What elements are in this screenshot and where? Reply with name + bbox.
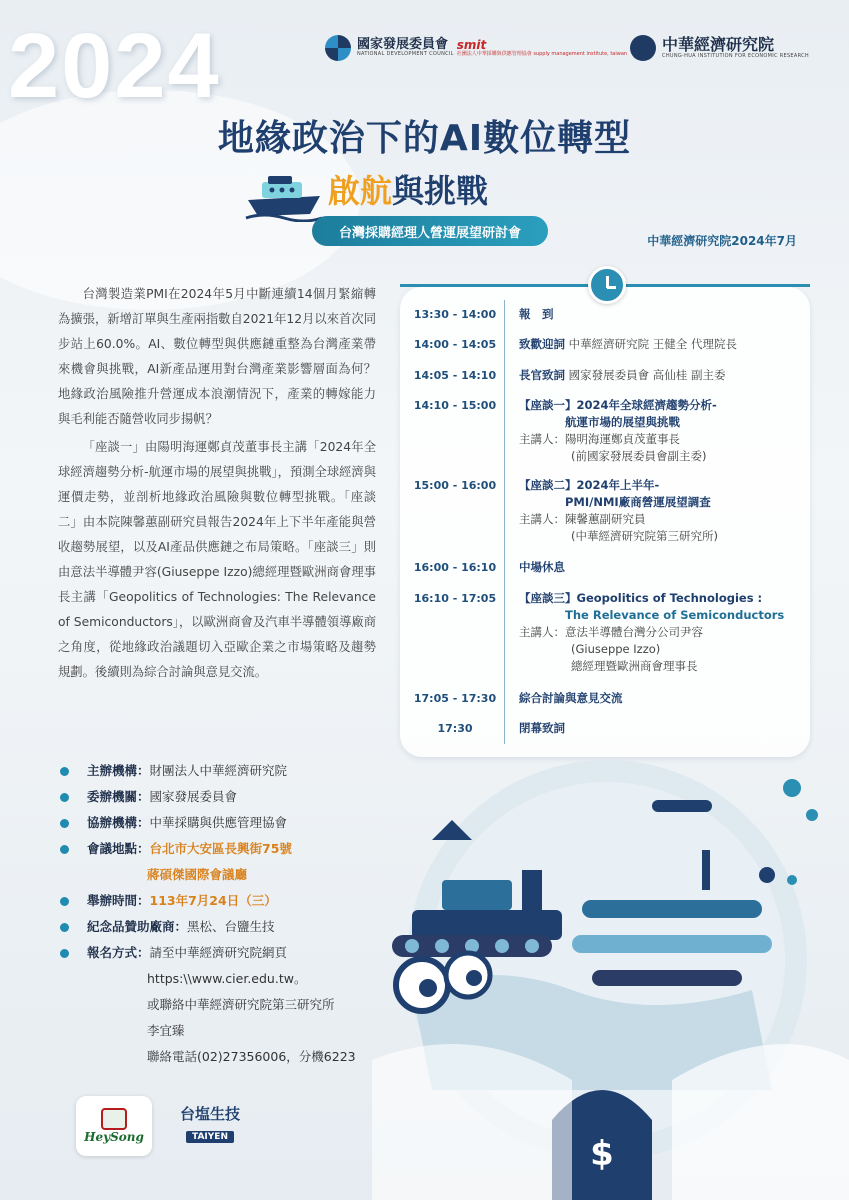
schedule-speaker: 主講人：意法半導體台灣分公司尹容 bbox=[519, 625, 703, 639]
intro-paragraph-1: 台灣製造業PMI在2024年5月中斷連續14個月緊縮轉為擴張，新增訂單與生產兩指數自2021年12月以來首次同步站上60.0%。AI、數位轉型與供應鏈重整為台灣產業帶來機會與挑戰，AI新產品運用對台灣產業影響層面為何？地緣政治風險推升營運成本浪潮情況下，產業的轉嫁能力與毛利能否隨營收同步揚帆？ bbox=[58, 287, 376, 426]
schedule-time: 14:00 - 14:05 bbox=[413, 338, 497, 351]
info-registration bbox=[60, 940, 420, 966]
schedule-title: 【座談二】2024年上半年- bbox=[519, 478, 660, 492]
schedule-title: 【座談三】Geopolitics of Technologies : bbox=[519, 591, 763, 605]
info-label: 紀念品贊助廠商： bbox=[87, 919, 188, 934]
schedule-title: 長官致詞 bbox=[519, 368, 565, 382]
schedule-title: 致歡迎詞 bbox=[519, 337, 565, 351]
registration-contact: 或聯絡中華經濟研究院第三研究所 bbox=[147, 997, 335, 1012]
ndc-english: NATIONAL DEVELOPMENT COUNCIL bbox=[357, 51, 454, 58]
schedule-time: 16:10 - 17:05 bbox=[413, 592, 497, 605]
background-year: 2024 bbox=[8, 15, 221, 117]
schedule-title: 閉幕致詞 bbox=[519, 721, 565, 735]
schedule-detail: 國家發展委員會 高仙桂 副主委 bbox=[568, 368, 726, 382]
info-gift bbox=[60, 914, 420, 940]
info-label: 報名方式： bbox=[87, 945, 150, 960]
schedule-speaker: 主講人：陽明海運鄭貞茂董事長 bbox=[519, 432, 680, 446]
intro-paragraph-2: 「座談一」由陽明海運鄭貞茂董事長主講「2024年全球經濟趨勢分析-航運市場的展望與挑戰」，預測全球經濟與運價走勢，並剖析地緣政治風險與數位轉型挑戰。「座談二」由本院陳馨蕙副研究員報告2024年上下半年產能與營收趨勢展望，以及AI產品供應鏈之布局策略。「座談三」則由意法半導體尹容(Giuseppe Izzo)總經理暨歐洲商會理事長主講「Geopolitics of Technologies: The Relevance of Semiconductors」，以歐洲商會及汽車半導體領導廠商之角度，從地緣政治議題切入亞歐企業之市場策略及趨勢規劃。後續則為綜合討論與意見交流。 bbox=[58, 440, 377, 679]
info-date bbox=[60, 888, 420, 914]
bullet-icon bbox=[60, 845, 69, 854]
ndc-emblem-icon bbox=[325, 35, 351, 61]
schedule-title-line2: 航運市場的展望與挑戰 bbox=[565, 415, 680, 429]
info-value: 財團法人中華經濟研究院 bbox=[149, 763, 288, 778]
ndc-name: 國家發展委員會 bbox=[357, 37, 449, 53]
cier-emblem-icon bbox=[630, 35, 656, 61]
schedule-speaker-note: (前國家發展委員會副主委) bbox=[571, 449, 707, 463]
info-value: 黑松、台鹽生技 bbox=[187, 919, 275, 934]
schedule-title-line2: The Relevance of Semiconductors bbox=[565, 608, 785, 622]
info-label: 會議地點： bbox=[87, 841, 150, 856]
logo-bar bbox=[325, 30, 809, 66]
schedule-title: 中場休息 bbox=[519, 560, 565, 574]
heysong-logo bbox=[76, 1096, 152, 1156]
schedule-time: 15:00 - 16:00 bbox=[413, 479, 497, 492]
info-label: 協辦機構： bbox=[87, 815, 150, 830]
info-host bbox=[60, 758, 420, 784]
bullet-icon bbox=[60, 793, 69, 802]
schedule-speaker: 主講人：陳馨蕙副研究員 bbox=[519, 512, 646, 526]
schedule-title: 【座談一】2024年全球經濟趨勢分析- bbox=[519, 398, 717, 412]
bullet-icon bbox=[60, 949, 69, 958]
info-value: 台北市大安區長興街75號 bbox=[149, 841, 292, 856]
info-value: 113年7月24日（三） bbox=[149, 893, 277, 908]
registration-url[interactable]: https:\\www.cier.edu.tw。 bbox=[147, 971, 307, 986]
info-label: 主辦機構： bbox=[87, 763, 150, 778]
registration-phone: 聯絡電話(02)27356006，分機6223 bbox=[147, 1049, 356, 1064]
heysong-name: HeySong bbox=[84, 1130, 144, 1144]
schedule-time: 17:05 - 17:30 bbox=[413, 692, 497, 705]
schedule-title: 綜合討論與意見交流 bbox=[519, 691, 623, 705]
schedule-time: 16:00 - 16:10 bbox=[413, 561, 497, 574]
info-venue bbox=[60, 836, 420, 862]
schedule-detail: 中華經濟研究院 王健全 代理院長 bbox=[568, 337, 737, 351]
issuer-date: 中華經濟研究院2024年7月 bbox=[647, 234, 797, 248]
bullet-icon bbox=[60, 923, 69, 932]
schedule-divider bbox=[504, 300, 505, 744]
clock-icon bbox=[588, 266, 626, 304]
industry-illustration bbox=[372, 760, 849, 1200]
page-title: 地緣政治下的AI數位轉型 bbox=[217, 118, 632, 159]
schedule-time: 13:30 - 14:00 bbox=[413, 308, 497, 321]
schedule-time: 14:10 - 15:00 bbox=[413, 399, 497, 412]
info-label: 委辦機關： bbox=[87, 789, 150, 804]
bullet-icon bbox=[60, 819, 69, 828]
info-co bbox=[60, 810, 420, 836]
subtitle-rest: 與挑戰 bbox=[392, 172, 489, 210]
registration-person: 李宜臻 bbox=[147, 1023, 185, 1038]
schedule-speaker-note: (中華經濟研究院第三研究所) bbox=[571, 529, 718, 543]
schedule-time: 14:05 - 14:10 bbox=[413, 369, 497, 382]
smit-english: 社團法人中華採購與供應管理協會 supply management institute, taiwan bbox=[456, 50, 628, 57]
cier-name: 中華經濟研究院 bbox=[662, 35, 775, 55]
subtitle-accent: 啟航 bbox=[328, 172, 393, 210]
info-value: 請至中華經濟研究院網頁 bbox=[149, 945, 288, 960]
event-name-badge: 台灣採購經理人營運展望研討會 bbox=[312, 216, 548, 246]
schedule-speaker-note: (Giuseppe Izzo) bbox=[571, 642, 661, 656]
info-venue-line2: 蔣碩傑國際會議廳 bbox=[147, 867, 248, 882]
svg-text:$: $ bbox=[590, 1134, 614, 1174]
cier-english: CHUNG-HUA INSTITUTION FOR ECONOMIC RESEARCH bbox=[662, 53, 809, 60]
smit-name: smit bbox=[456, 37, 487, 52]
schedule-title-line2: PMI/NMI廠商營運展望調查 bbox=[565, 495, 711, 509]
cier-logo bbox=[630, 35, 809, 61]
taiyen-name: 台塩生技 bbox=[180, 1105, 241, 1123]
event-info bbox=[60, 758, 420, 1070]
schedule-title: 報 到 bbox=[519, 307, 554, 321]
taiyen-english: TAIYEN bbox=[186, 1131, 234, 1143]
heysong-emblem-icon bbox=[101, 1108, 127, 1130]
ship-icon bbox=[244, 170, 324, 222]
info-value: 中華採購與供應管理協會 bbox=[149, 815, 288, 830]
smit-logo bbox=[457, 39, 627, 58]
bullet-icon bbox=[60, 897, 69, 906]
ndc-logo bbox=[325, 35, 454, 61]
intro-text bbox=[58, 282, 376, 688]
taiyen-logo bbox=[180, 1103, 240, 1143]
schedule-speaker-note: 總經理暨歐洲商會理事長 bbox=[571, 659, 698, 673]
bullet-icon bbox=[60, 767, 69, 776]
schedule-time: 17:30 bbox=[437, 722, 473, 735]
page-subtitle bbox=[328, 166, 488, 212]
info-label: 舉辦時間： bbox=[87, 893, 150, 908]
info-commission bbox=[60, 784, 420, 810]
info-value: 國家發展委員會 bbox=[149, 789, 238, 804]
